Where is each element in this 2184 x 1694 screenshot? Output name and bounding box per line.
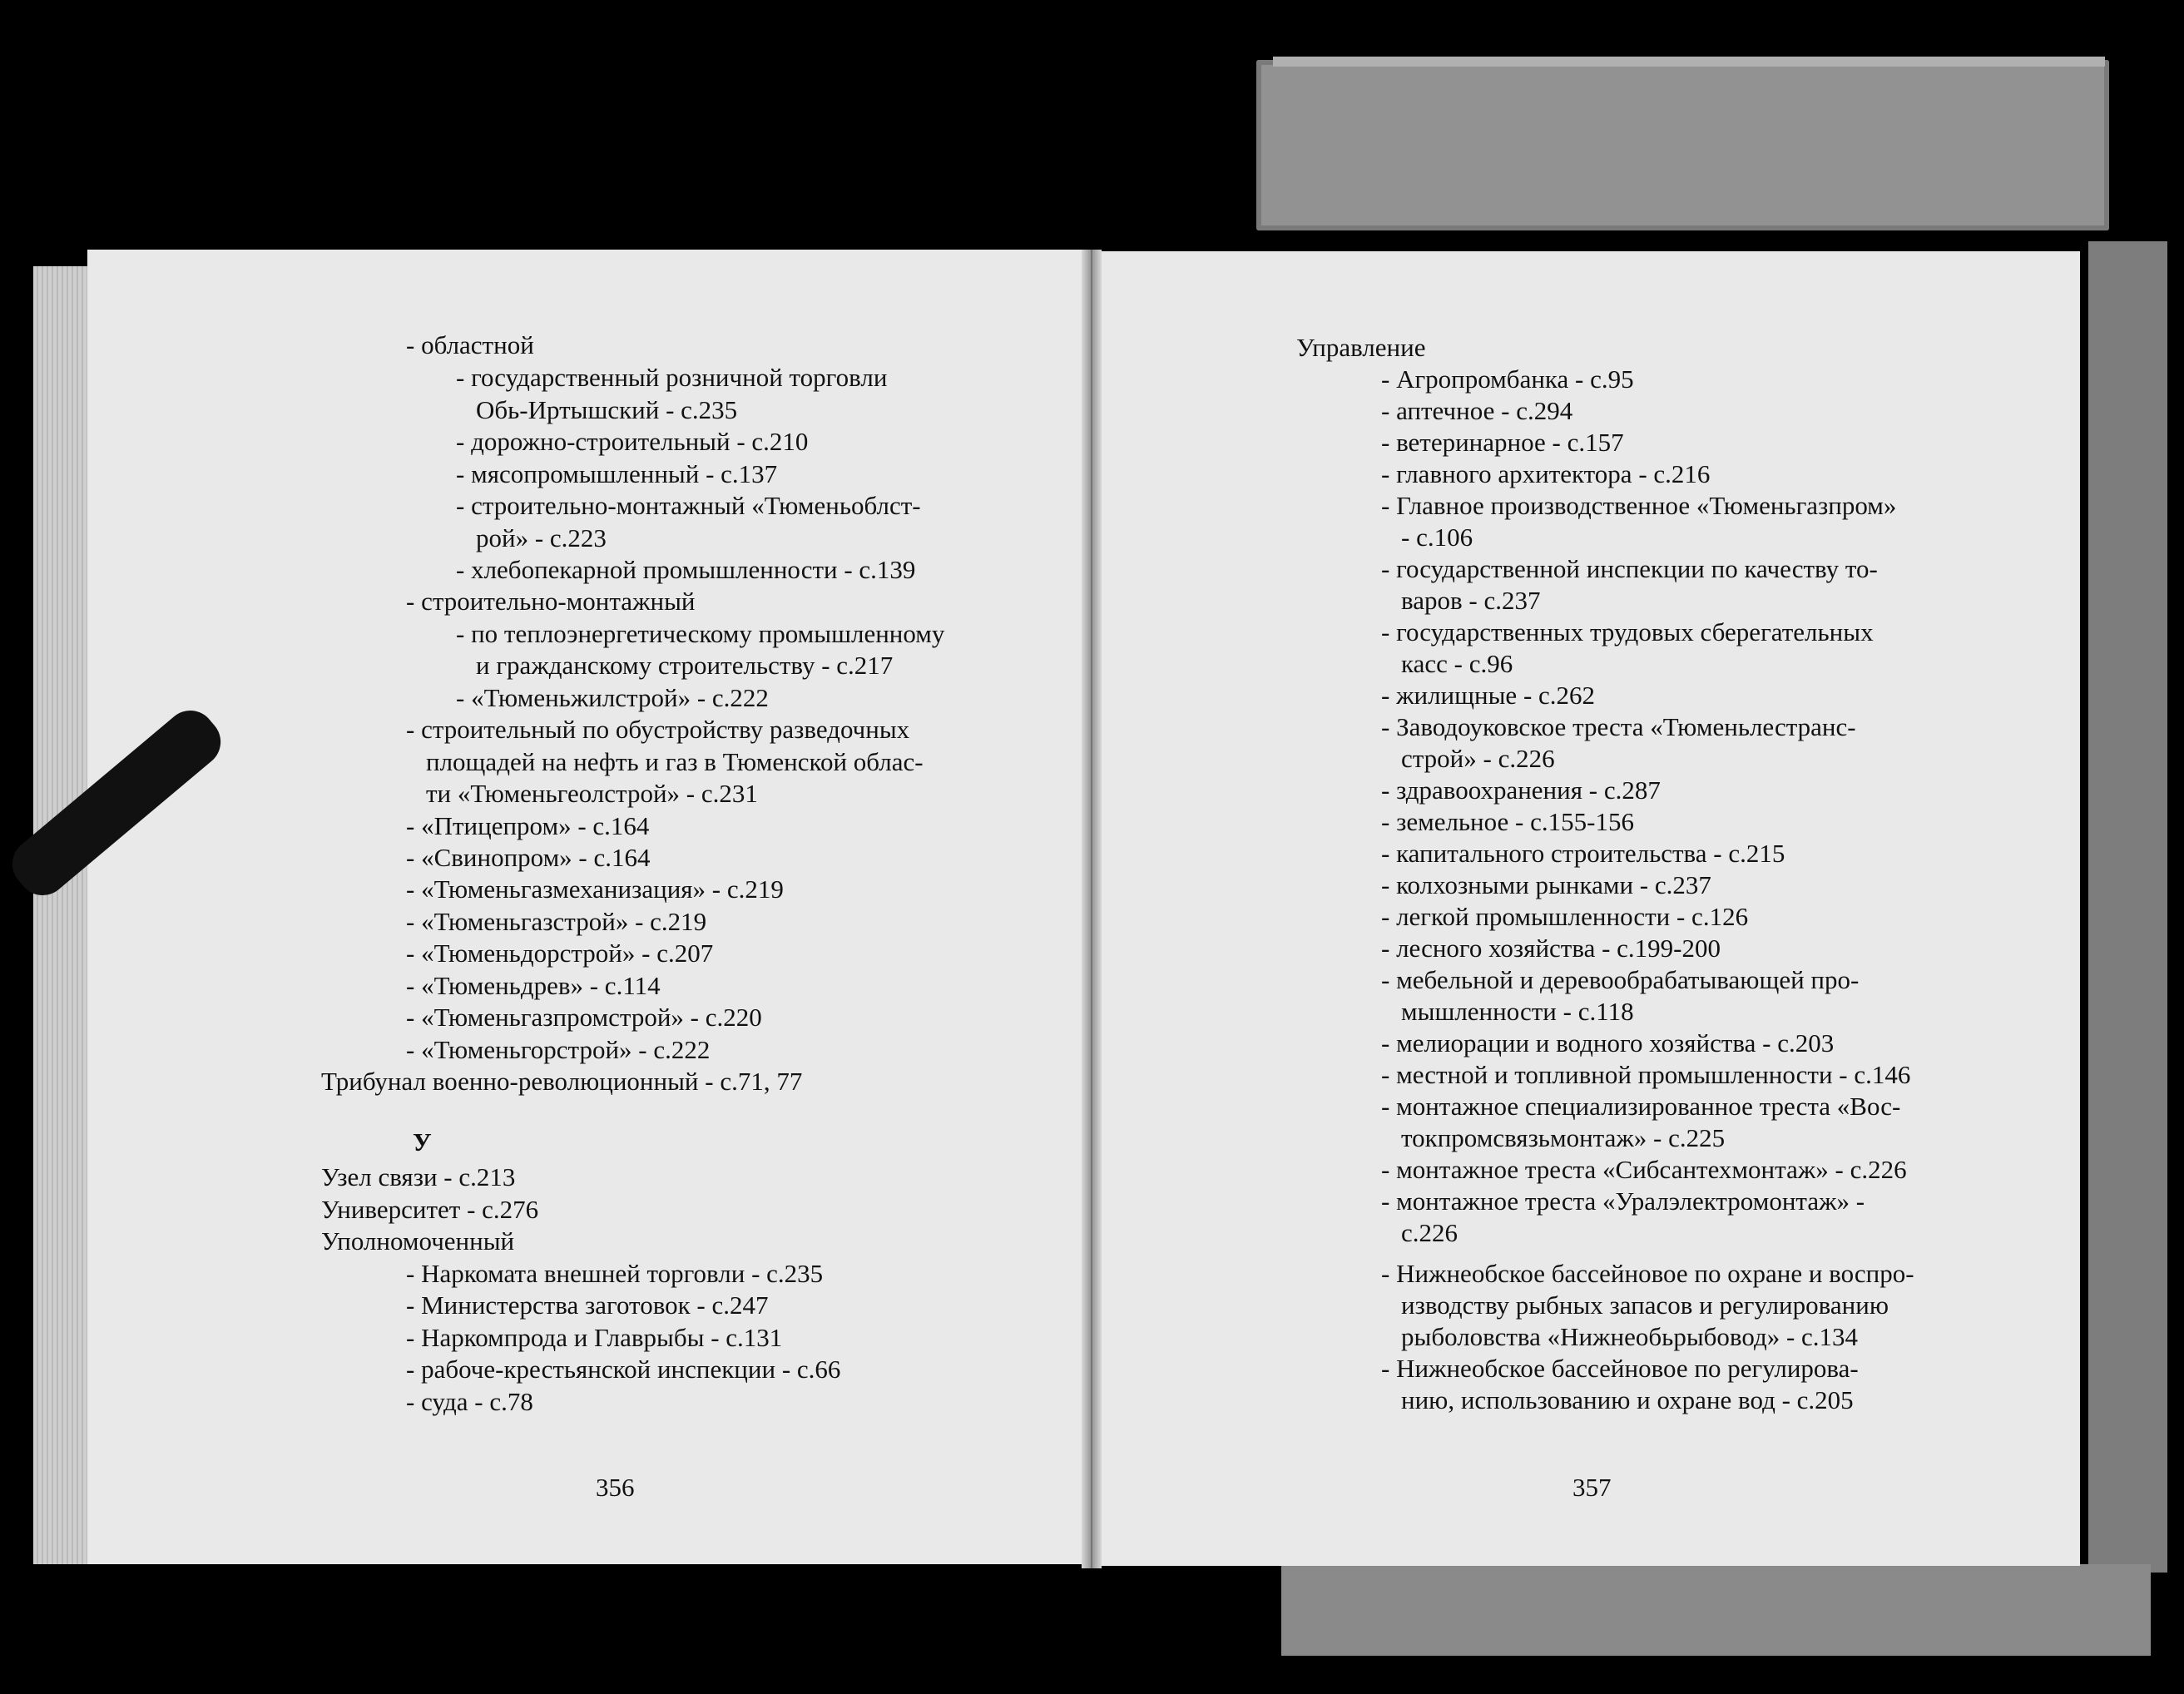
index-line: строй» - с.226 <box>1401 744 1555 773</box>
index-line: - Главное производственное «Тюменьгазпром» <box>1381 491 1897 520</box>
index-line: Уполномоченный <box>321 1226 515 1256</box>
index-line: рыболовства «Нижнеобьрыбовод» - с.134 <box>1401 1322 1859 1351</box>
index-line: - аптечное - с.294 <box>1381 396 1573 425</box>
index-line: - по теплоэнергетическому промышленному <box>456 619 945 648</box>
index-line: - Агропромбанка - с.95 <box>1381 364 1634 394</box>
index-line: - монтажное специализированное треста «Вос- <box>1381 1092 1901 1121</box>
index-line: Узел связи - с.213 <box>321 1162 516 1191</box>
index-line: - Наркомата внешней торговли - с.235 <box>406 1259 824 1288</box>
index-line: - монтажное треста «Сибсантехмонтаж» - с.226 <box>1381 1155 1907 1184</box>
index-line: - Заводоуковское треста «Тюменьлестранс- <box>1381 712 1856 741</box>
index-line: - государственный розничной торговли <box>456 363 888 392</box>
index-line: - хлебопекарной промышленности - с.139 <box>456 555 916 584</box>
index-line: - «Птицепром» - с.164 <box>406 811 650 840</box>
index-line: - строительно-монтажный <box>406 587 696 616</box>
index-line: - рабоче-крестьянской инспекции - с.66 <box>406 1355 841 1384</box>
index-line: - мелиорации и водного хозяйства - с.203 <box>1381 1028 1835 1058</box>
index-line: - ветеринарное - с.157 <box>1381 428 1624 457</box>
index-line: ти «Тюменьгеолстрой» - с.231 <box>426 779 758 808</box>
index-line: - земельное - с.155-156 <box>1381 807 1634 836</box>
storage-box-edge <box>1273 57 2105 67</box>
index-line: - областной <box>406 330 534 359</box>
index-line: - монтажное треста «Уралэлектромонтаж» - <box>1381 1186 1865 1216</box>
section-letter: У <box>413 1127 432 1157</box>
index-line: - «Тюменьгазмеханизация» - с.219 <box>406 874 784 904</box>
index-line: и гражданскому строительству - с.217 <box>476 651 894 680</box>
index-line: изводству рыбных запасов и регулированию <box>1401 1290 1889 1320</box>
index-line: - колхозными рынками - с.237 <box>1381 870 1711 899</box>
index-line: мышленности - с.118 <box>1401 997 1634 1026</box>
index-line: Управление <box>1296 333 1426 362</box>
index-line: Университет - с.276 <box>321 1195 539 1224</box>
index-line: - здравоохранения - с.287 <box>1381 775 1661 805</box>
index-line: с.226 <box>1401 1218 1458 1247</box>
index-line: - суда - с.78 <box>406 1387 533 1416</box>
index-line: - мясопромышленный - с.137 <box>456 459 778 488</box>
index-line: - с.106 <box>1401 523 1473 552</box>
index-line: - государственной инспекции по качеству то- <box>1381 554 1878 583</box>
index-line: - Наркомпрода и Главрыбы - с.131 <box>406 1323 783 1352</box>
index-line: - государственных трудовых сберегательных <box>1381 617 1874 646</box>
page-edges <box>33 266 92 1564</box>
index-line: - Нижнеобское бассейновое по регулирова- <box>1381 1354 1859 1383</box>
index-line: - «Тюменьжилстрой» - с.222 <box>456 683 769 712</box>
index-line: - лесного хозяйства - с.199-200 <box>1381 934 1721 963</box>
index-line: - «Тюменьгазстрой» - с.219 <box>406 907 707 936</box>
index-line: - «Тюменьгорстрой» - с.222 <box>406 1035 711 1064</box>
index-line: - главного архитектора - с.216 <box>1381 459 1711 488</box>
page-number: 357 <box>1572 1473 1612 1502</box>
index-line: токпромсвязьмонтаж» - с.225 <box>1401 1123 1726 1152</box>
index-line: - дорожно-строительный - с.210 <box>456 427 809 456</box>
book-spine <box>1082 250 1102 1568</box>
index-line: касс - с.96 <box>1401 649 1513 678</box>
index-line: - капитального строительства - с.215 <box>1381 839 1785 868</box>
index-line: - «Тюменьдрев» - с.114 <box>406 971 661 1000</box>
index-line: - местной и топливной промышленности - с.146 <box>1381 1060 1911 1089</box>
index-line: рой» - с.223 <box>476 523 607 552</box>
index-line: - строительный по обустройству разведочных <box>406 715 910 744</box>
index-line: нию, использованию и охране вод - с.205 <box>1401 1385 1854 1414</box>
index-line: Трибунал военно-революционный - с.71, 77 <box>321 1067 803 1096</box>
index-line: Обь-Иртышский - с.235 <box>476 395 738 424</box>
storage-box-side <box>2088 241 2167 1573</box>
index-line: - легкой промышленности - с.126 <box>1381 902 1749 931</box>
page-number: 356 <box>596 1473 635 1502</box>
storage-box-lid <box>1256 60 2109 230</box>
index-line: - строительно-монтажный «Тюменьоблст- <box>456 491 921 520</box>
index-line: площадей на нефть и газ в Тюменской облас- <box>426 747 924 776</box>
index-line: варов - с.237 <box>1401 586 1541 615</box>
index-line: - «Свинопром» - с.164 <box>406 843 651 872</box>
index-line: - «Тюменьгазпромстрой» - с.220 <box>406 1003 762 1032</box>
index-line: - «Тюменьдорстрой» - с.207 <box>406 939 714 968</box>
storage-box-bottom <box>1281 1564 2151 1656</box>
index-line: - жилищные - с.262 <box>1381 681 1596 710</box>
index-line: - Нижнеобское бассейновое по охране и воспро- <box>1381 1259 1914 1288</box>
index-line: - Министерства заготовок - с.247 <box>406 1290 769 1320</box>
index-line: - мебельной и деревообрабатывающей про- <box>1381 965 1860 994</box>
